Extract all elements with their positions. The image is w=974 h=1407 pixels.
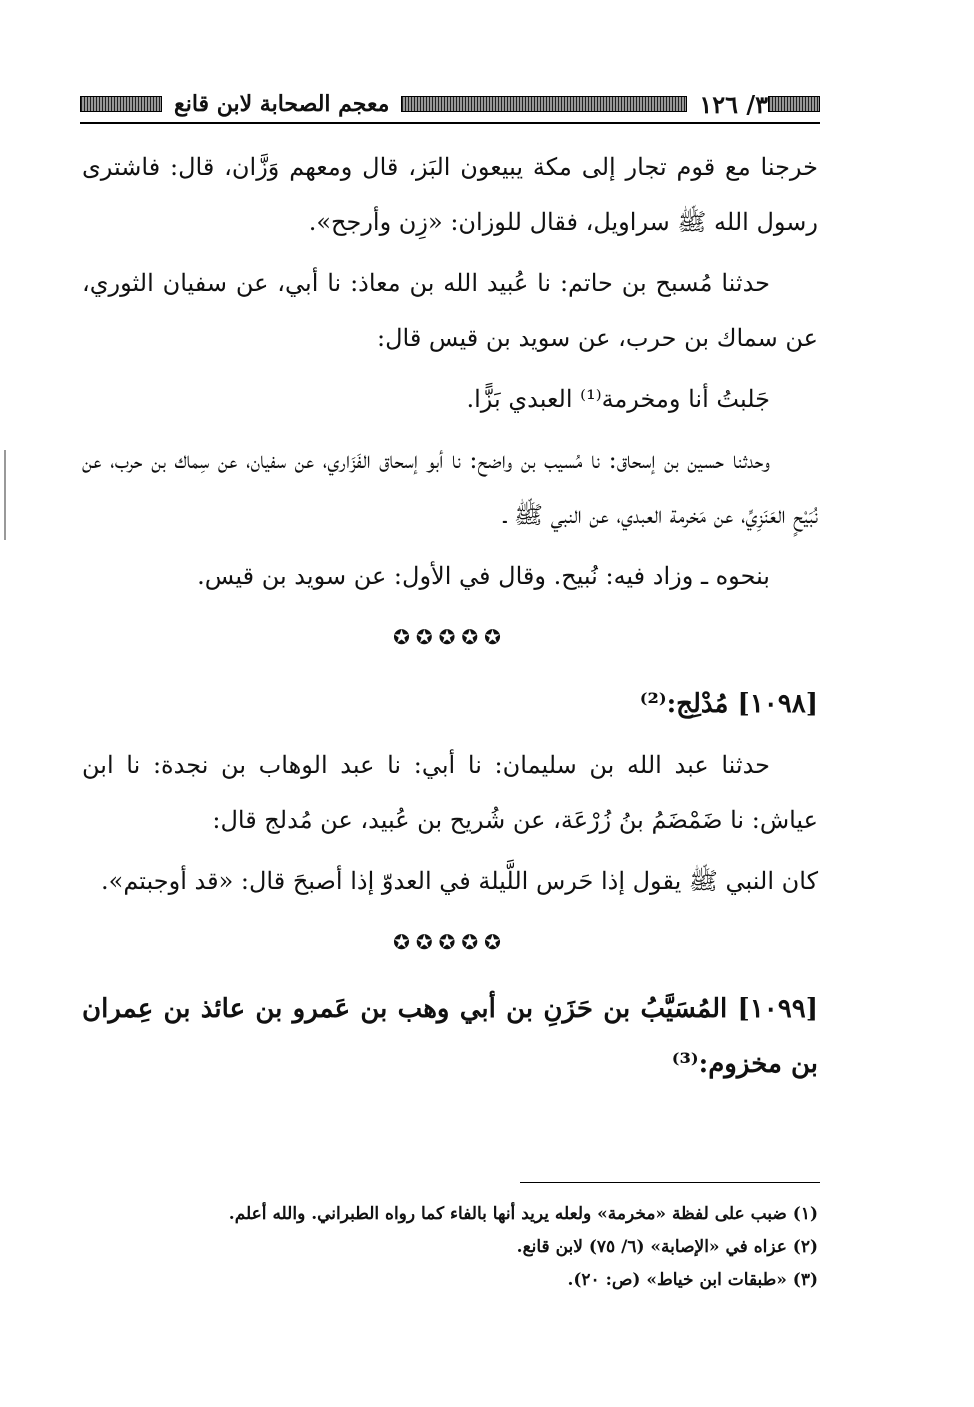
entry-title-1099: [١٠٩٩] المُسَيَّبُ بن حَزَنِ بن أبي وهب بن عَمرو بن عائذ بن عِمران بن مخزوم:⁽³⁾ (82, 994, 818, 1079)
footnote-rule (520, 1182, 820, 1183)
footnote-3: (٣) «طبقات ابن خياط» (ص: ٢٠). (567, 1270, 818, 1290)
paragraph: وحدثنا حسين بن إسحاق: نا مُسيب بن واضح: نا أبو إسحاق الفَزَاري، عن سفيان، عن سِماك بن حرب، عن نُبَيْحٍ العَنَزِيِّ، عن مَخرمة العبدي، عن النبي ﷺ ـ (82, 446, 818, 529)
header-rule (80, 122, 820, 124)
header-ornament-middle (401, 96, 687, 112)
main-text (82, 140, 818, 1098)
footnote-1: (١) ضبب على لفظة «مخرمة» ولعله يريد أنها بالفاء كما رواه الطبراني. والله أعلم. (228, 1204, 818, 1224)
paragraph: كان النبي ﷺ يقول إذا حَرس اللَّيلة في العدوّ إذا أصبحَ قال: «قد أوجبتم». (101, 867, 818, 895)
book-title: معجم الصحابة لابن قانع (174, 91, 390, 117)
paragraph: خرجنا مع قوم تجار إلى مكة يبيعون البَز، قال ومعهم وَزَّان، قال: فاشترى رسول الله ﷺ سراويل، فقال للوزان: «زِن وأرجح». (82, 153, 818, 236)
header-ornament-left (80, 96, 162, 112)
entry-title-1098: [١٠٩٨] مُدْلِج:⁽²⁾ (639, 689, 818, 719)
paragraph: حدثنا مُسبح بن حاتم: نا عُبيد الله بن معاذ: نا أبي، عن سفيان الثوري، عن سماك بن حرب، عن سويد بن قيس قال: (82, 269, 818, 352)
footnote-2: (٢) عزاه في «الإصابة» (٦/ ٧٥) لابن قانع. (516, 1237, 818, 1257)
scan-edge-mark (4, 450, 6, 540)
running-header (80, 84, 820, 124)
paragraph: بنحوه ـ وزاد فيه: نُبيح. وقال في الأول: عن سويد بن قيس. (197, 562, 770, 590)
section-separator: ✪✪✪✪✪ (393, 625, 507, 649)
paragraph: جَلبتُ أنا ومخرمة⁽¹⁾ العبدي بَزًّا. (466, 385, 770, 413)
paragraph: حدثنا عبد الله بن سليمان: نا أبي: نا عبد الوهاب بن نجدة: نا ابن عياش: نا ضَمْضَمُ بنُ زُرْعَة، عن شُريح بن عُبيد، عن مُدلج قال: (82, 751, 818, 834)
footnotes (82, 1198, 818, 1297)
header-ornament-right (768, 96, 820, 112)
page-number: ٣/ ١٢٦ (699, 89, 768, 119)
section-separator: ✪✪✪✪✪ (393, 930, 507, 954)
